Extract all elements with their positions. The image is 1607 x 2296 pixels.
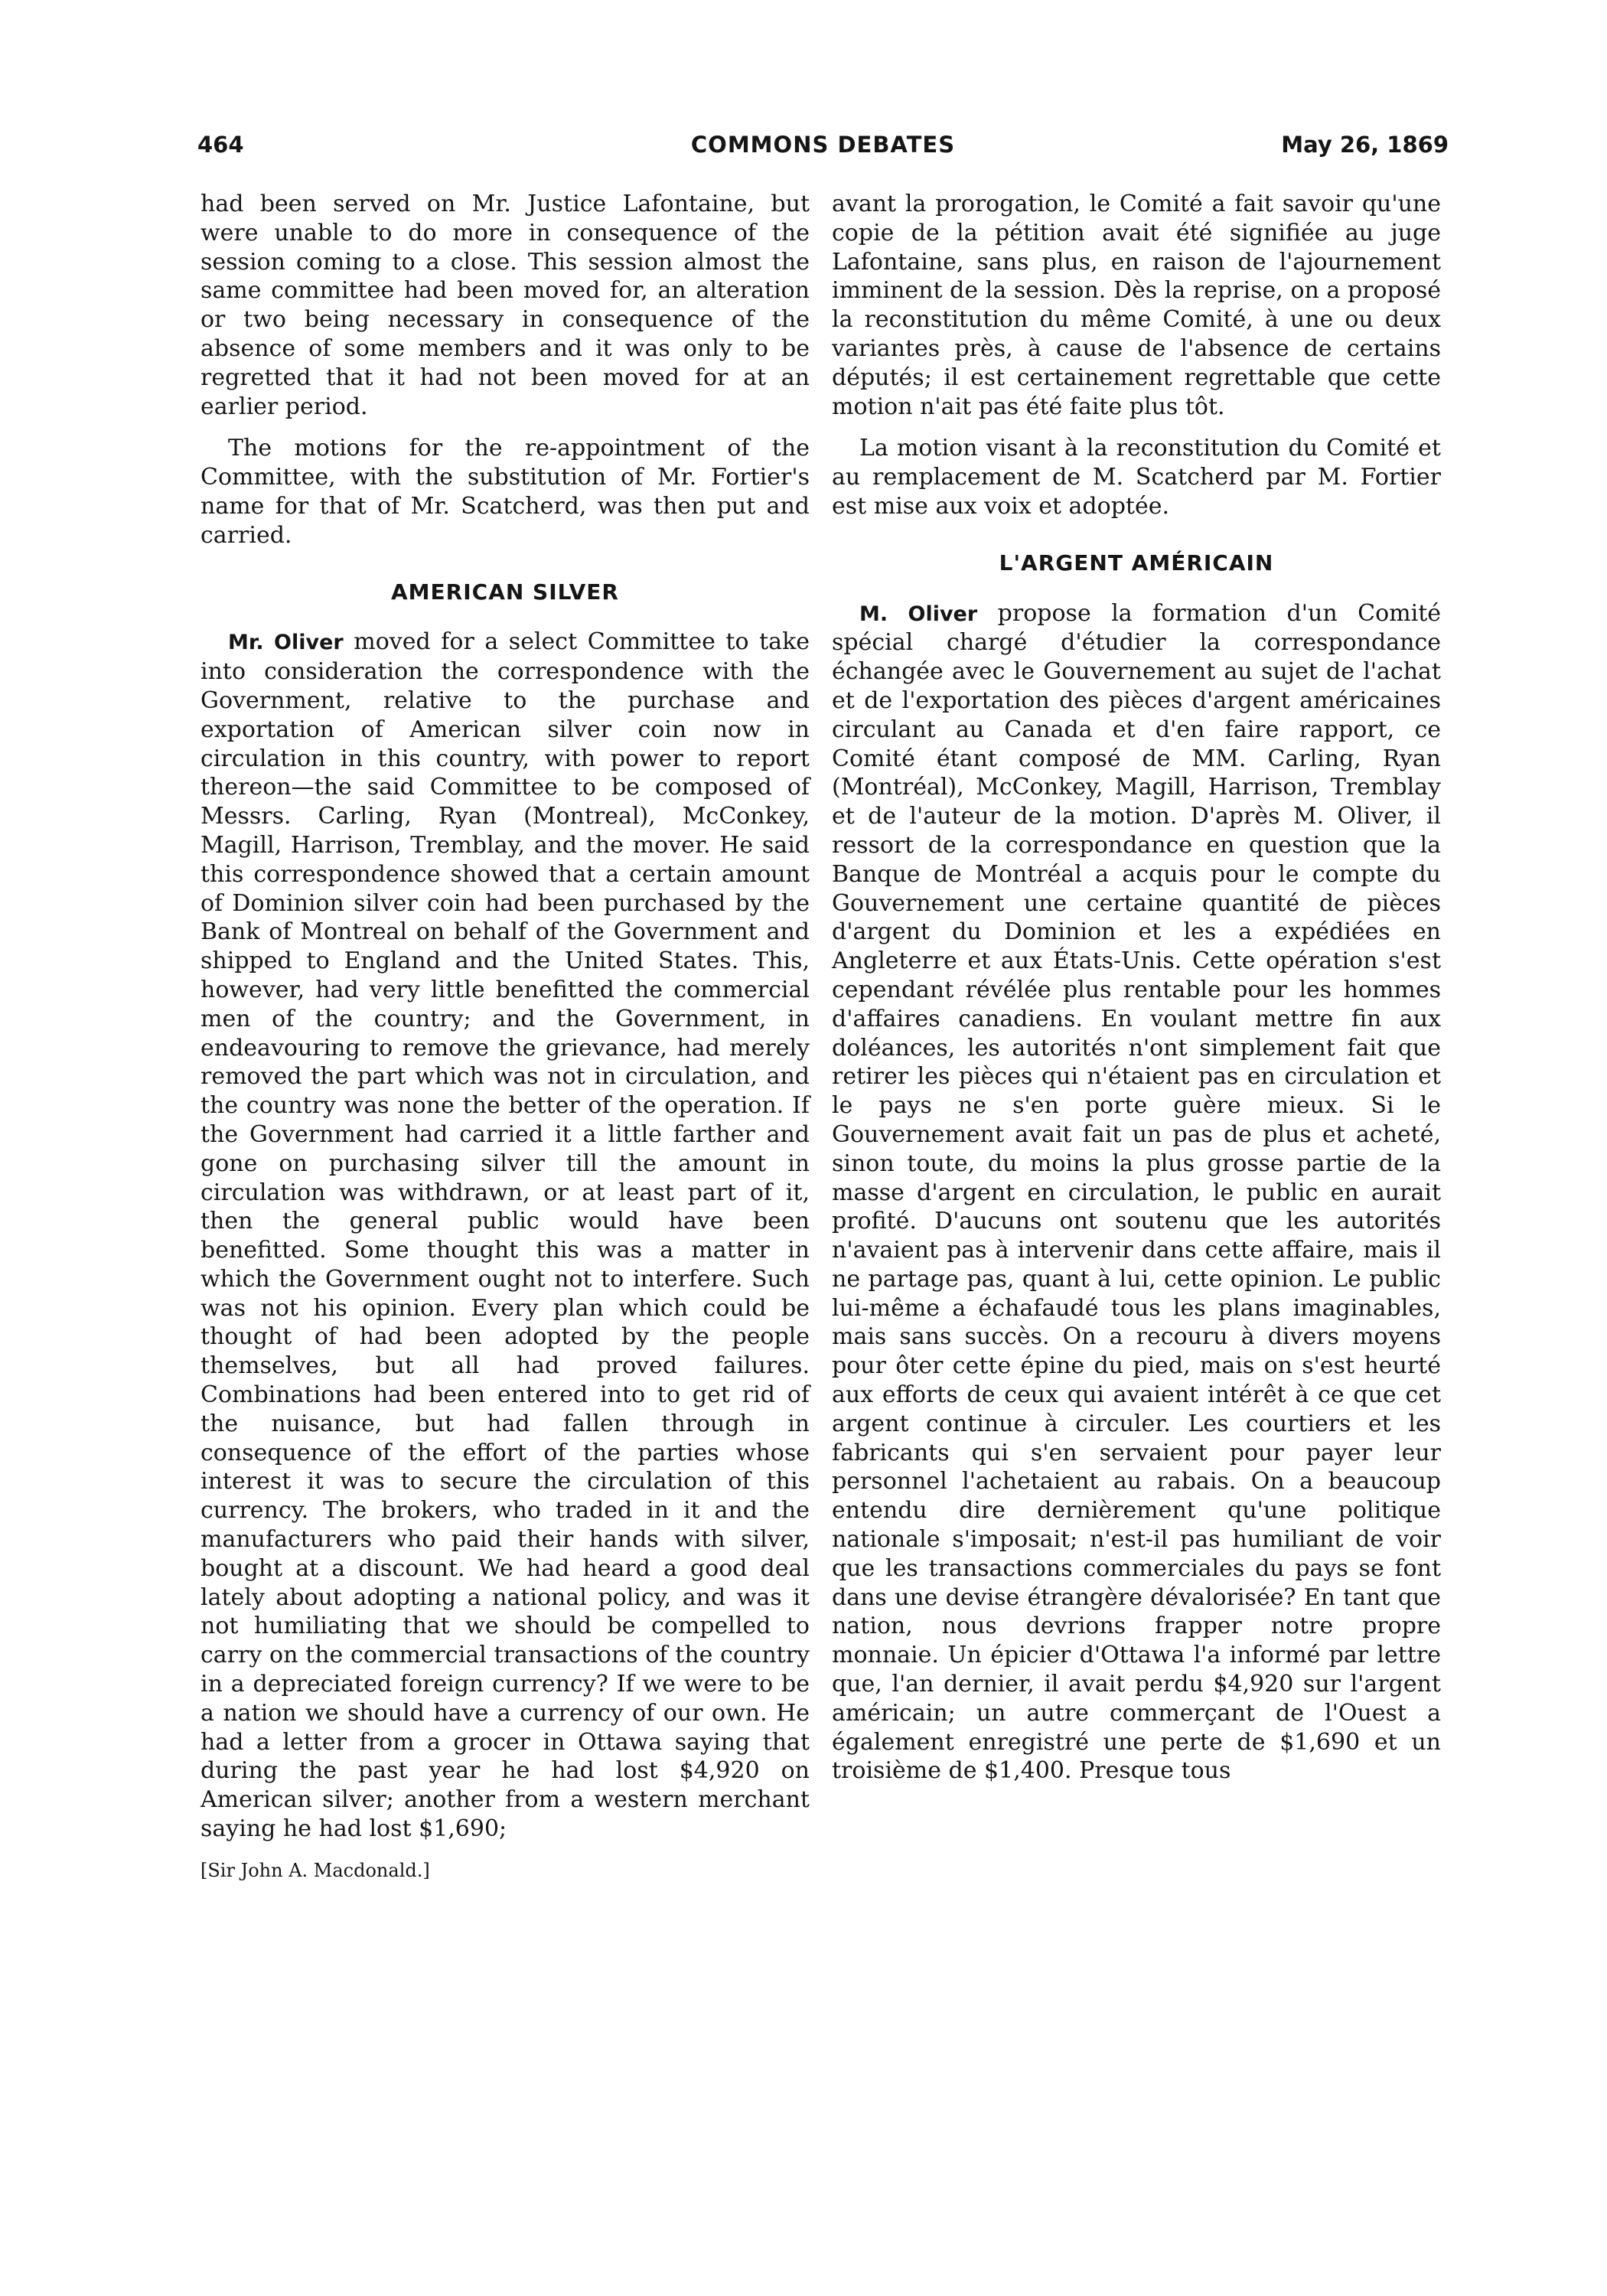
french-speech-text: propose la formation d'un Comité spécial chargé d'étudier la correspondance échangée avec le Gouvernement au sujet de l'achat et de l'exportation des pièces d'argent américaines circulant au Canada et d'en faire rapport, ce Comité étant composé de MM. Carling, Ryan (Montréal), McConkey, Magill, Harrison, Tremblay et de l'auteur de la motion. D'après M. Oliver, il ressort de la correspondance en question que la Banque de Montréal a acquis pour le compte du Gouvernement une certaine quantité de pièces d'argent du Dominion et les a expédiées en Angleterre et aux États-Unis. Cette opération s'est cependant révélée plus rentable pour les hommes d'affaires canadiens. En voulant mettre fin aux doléances, les autorités n'ont simplement fait que retirer les pièces qui n'étaient pas en circulation et le pays ne s'en porte guère mieux. Si le Gouvernement avait fait un pas de plus et acheté, sinon toute, du moins la plus grosse partie de la masse d'argent en circulation, le public en aurait profité. D'aucuns ont soutenu que les autorités n'avaient pas à intervenir dans cette affaire, mais il ne partage pas, quant à lui, cette opinion. Le public lui-même a échafaudé tous les plans imaginables, mais sans succès. On a recouru à divers moyens pour ôter cette épine du pied, mais on s'est heurté aux efforts de ceux qui avaient intérêt à ce que cet argent continue à circuler. Les courtiers et les fabricants qui s'en servaient pour payer leur personnel l'achetaient au rabais. On a beaucoup entendu dire dernièrement qu'une politique nationale s'imposait; n'est-il pas humiliant de voir que les transactions commerciales du pays se font dans une devise étrangère dévalorisée? En tant que nation, nous devrions frapper notre propre monnaie. Un épicier d'Ottawa l'a informé par lettre que, l'an dernier, il avait perdu $4,920 sur l'argent américain; un autre commerçant de l'Ouest a également enregistré une perte de $1,690 et un troisième de $1,400. Presque tous [832,599,1442,1785]
french-paragraph-oliver [832,599,1441,1786]
publication-title: COMMONS DEBATES [690,132,956,158]
french-speaker-name: M. Oliver [859,602,978,626]
french-paragraph-continuation: avant la prorogation, le Comité a fait savoir qu'une copie de la pétition avait été signifiée au juge Lafontaine, sans plus, en raison de l'ajournement imminent de la session. Dès la reprise, on a proposé la reconstitution du même Comité, à une ou deux variantes près, à cause de l'absence de certains députés; il est certainement regrettable que cette motion n'ait pas été faite plus tôt. [832,191,1441,420]
english-section-heading: AMERICAN SILVER [391,579,619,605]
english-paragraph-oliver [200,628,810,1843]
english-paragraph-motion-carried: The motions for the re-appointment of the Committee, with the substitution of Mr. Fortier's name for that of Mr. Scatcherd, was then put and carried. [200,435,810,549]
header-date: May 26, 1869 [1281,132,1449,158]
english-footnote: [Sir John A. Macdonald.] [200,1859,430,1881]
running-header [197,132,1449,170]
french-section-heading: L'ARGENT AMÉRICAIN [999,550,1274,576]
english-speaker-name: Mr. Oliver [228,631,344,655]
french-paragraph-motion-carried: La motion visant à la reconstitution du Comité et au remplacement de M. Scatcherd par M. Fortier est mise aux voix et adoptée. [832,435,1441,520]
english-column [200,190,810,1886]
french-column [832,190,1441,1799]
english-paragraph-continuation: had been served on Mr. Justice Lafontaine, but were unable to do more in consequence of the session coming to a close. This session almost the same committee had been moved for, an alteration or two being necessary in consequence of the absence of some members and it was only to be regretted that it had not been moved for at an earlier period. [200,191,810,420]
english-speech-text: moved for a select Committee to take into consideration the correspondence with the Government, relative to the purchase and exportation of American silver coin now in circulation in this country, with power to report thereon—the said Committee to be composed of Messrs. Carling, Ryan (Montreal), McConkey, Magill, Harrison, Tremblay, and the mover. He said this correspondence showed that a certain amount of Dominion silver coin had been purchased by the Bank of Montreal on behalf of the Government and shipped to England and the United States. This, however, had very little benefitted the commercial men of the country; and the Government, in endeavouring to remove the grievance, had merely removed the part which was not in circulation, and the country was none the better of the operation. If the Government had carried it a little farther and gone on purchasing silver till the amount in circulation was withdrawn, or at least part of it, then the general public would have been benefitted. Some thought this was a matter in which the Government ought not to interfere. Such was not his opinion. Every plan which could be thought of had been adopted by the people themselves, but all had proved failures. Combinations had been entered into to get rid of the nuisance, but had fallen through in consequence of the effort of the parties whose interest it was to secure the circulation of this currency. The brokers, who traded in it and the manufacturers who paid their hands with silver, bought at a discount. We had heard a good deal lately about adopting a national policy, and was it not humiliating that we should be compelled to carry on the commercial transactions of the country in a depreciated foreign currency? If we were to be a nation we should have a currency of our own. He had a letter from a grocer in Ottawa saying that during the past year he had lost $4,920 on American silver; another from a western merchant saying he had lost $1,690; [200,628,810,1843]
page-number: 464 [197,132,244,158]
